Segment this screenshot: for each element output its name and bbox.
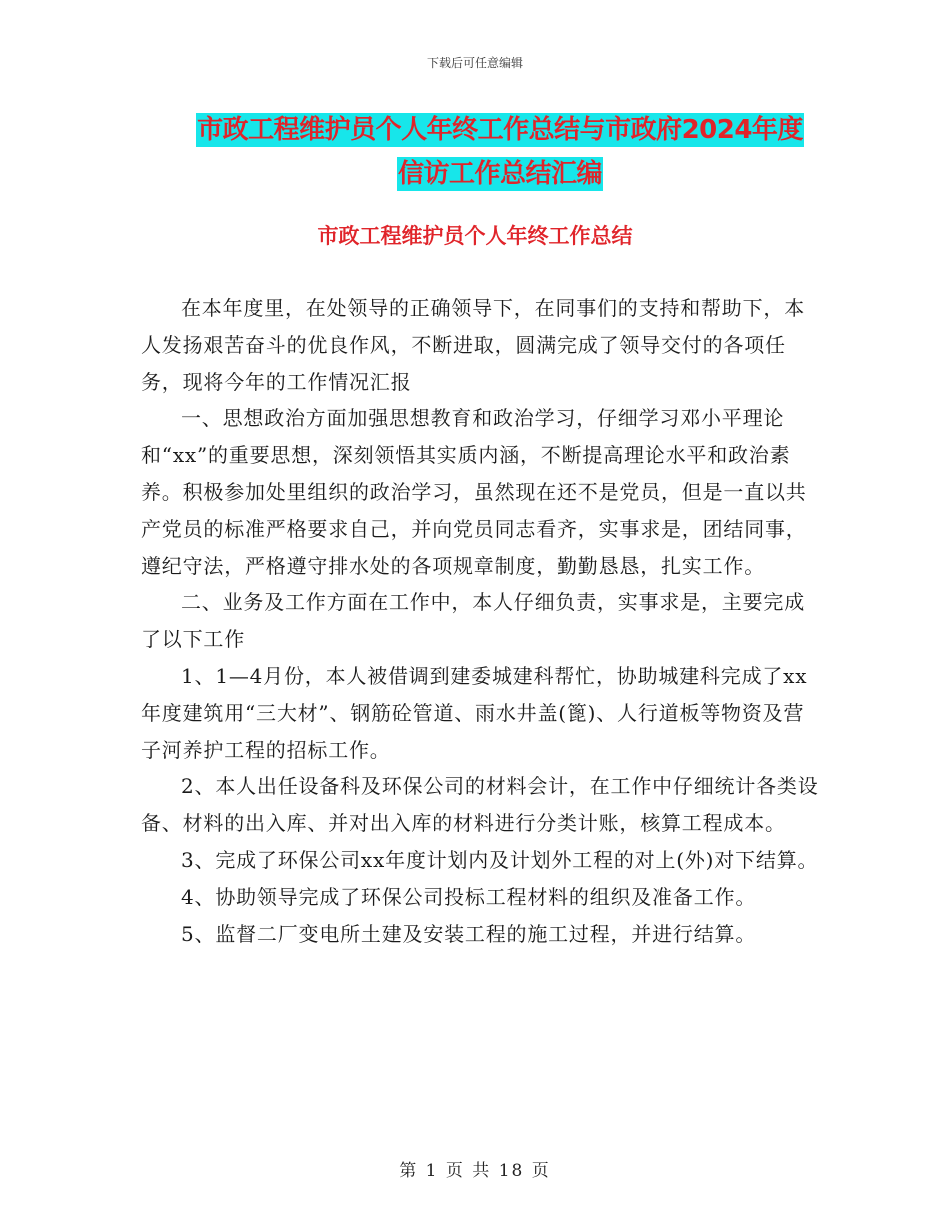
page-number-footer: 第 1 页 共 18 页 <box>399 1161 551 1181</box>
paragraph-business: 二、业务及工作方面在工作中，本人仔细负责，实事求是，主要完成了以下工作 <box>141 590 805 652</box>
document-title-line1: 市政工程维护员个人年终工作总结与市政府2024年度 <box>197 115 803 145</box>
document-body <box>141 290 821 952</box>
section-title: 市政工程维护员个人年终工作总结 <box>317 224 633 248</box>
paragraph-item-2: 2、本人出任设备科及环保公司的材料会计，在工作中仔细统计各类设备、材料的出入库、并对出入库的材料进行分类计账，核算工程成本。 <box>141 774 819 836</box>
paragraph-item-5: 5、监督二厂变电所土建及安装工程的施工过程，并进行结算。 <box>181 921 757 946</box>
paragraph-intro: 在本年度里，在处领导的正确领导下，在同事们的支持和帮助下，本人发扬艰苦奋斗的优良作风，不断进取，圆满完成了领导交付的各项任务，现将今年的工作情况汇报 <box>141 296 805 394</box>
document-title <box>140 108 860 196</box>
paragraph-item-1: 1、1—4月份，本人被借调到建委城建科帮忙，协助城建科完成了xx年度建筑用“三大材”、钢筋砼管道、雨水井盖(篦)、人行道板等物资及营子河养护工程的招标工作。 <box>141 663 808 762</box>
paragraph-item-4: 4、协助领导完成了环保公司投标工程材料的组织及准备工作。 <box>181 884 757 909</box>
paragraph-politics: 一、思想政治方面加强思想教育和政治学习，仔细学习邓小平理论和“xx”的重要思想，深刻领悟其实质内涵，不断提高理论水平和政治素养。积极参加处里组织的政治学习，虽然现在还不是党员，但是一直以共产党员的标准严格要求自己，并向党员同志看齐，实事求是，团结同事，遵纪守法，严格遵守排水处的各项规章制度，勤勤恳恳，扎实工作。 <box>141 406 807 578</box>
paragraph-item-3: 3、完成了环保公司xx年度计划内及计划外工程的对上(外)对下结算。 <box>181 847 819 872</box>
document-title-line2: 信访工作总结汇编 <box>397 159 602 189</box>
header-note: 下载后可任意编辑 <box>426 56 523 70</box>
